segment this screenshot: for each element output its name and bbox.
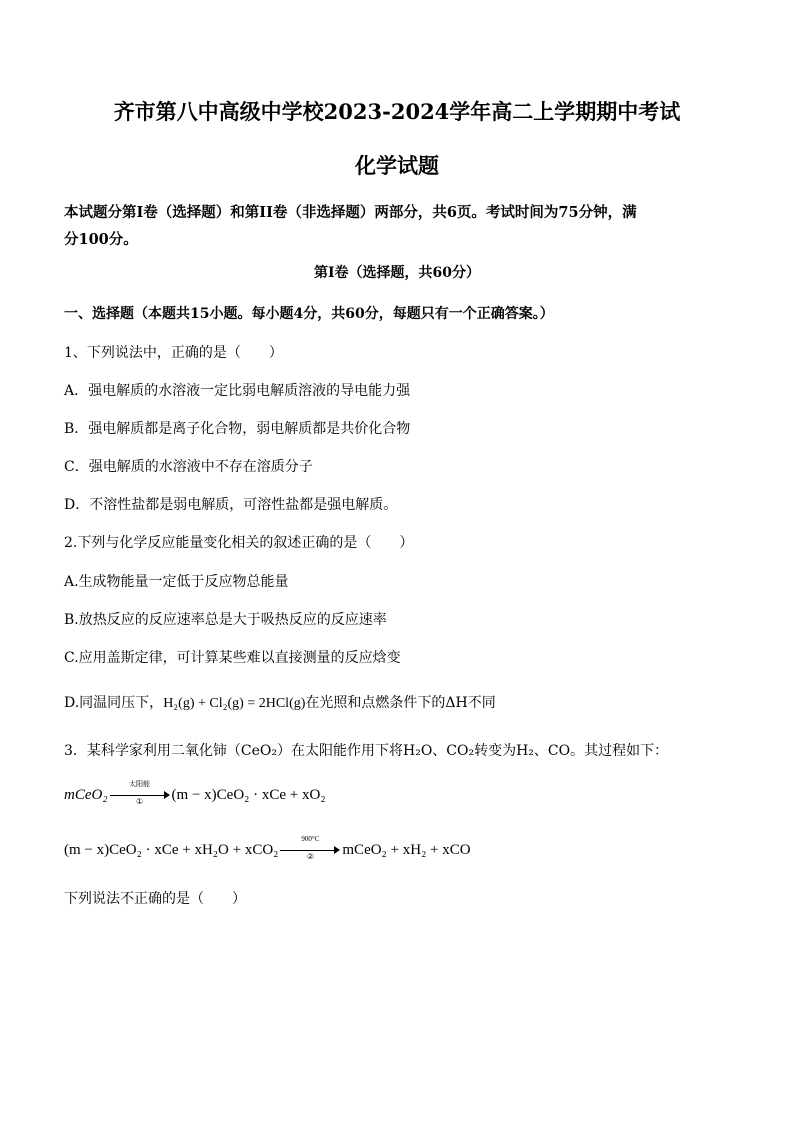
- subject-title: 化学试题: [355, 153, 439, 178]
- q1-option-b: B．强电解质都是离子化合物，弱电解质都是共价化合物: [64, 421, 411, 437]
- q3-reaction-1: [64, 779, 326, 806]
- q1-stem: 1、下列说法中，正确的是（ ）: [64, 345, 283, 361]
- exam-title: 齐市第八中高级中学校2023-2024学年高二上学期期中考试: [113, 99, 681, 124]
- intro-line-1: 本试题分第I卷（选择题）和第II卷（非选择题）两部分，共6页。考试时间为75分钟，满: [64, 204, 637, 221]
- section-heading: 一、选择题（本题共15小题。每小题4分，共60分，每题只有一个正确答案。）: [64, 306, 554, 322]
- q2-option-d-equation: H₂(g) + Cl₂(g) = 2HCl(g): [163, 696, 306, 711]
- reaction1-arrow-condition: 太阳能: [129, 779, 151, 788]
- reaction2-arrow: [280, 834, 340, 861]
- q3-reaction-2: [64, 834, 471, 861]
- q2-option-d: [64, 692, 496, 712]
- intro-line-2: 分100分。: [64, 231, 138, 248]
- part1-heading: 第I卷（选择题，共60分）: [313, 265, 481, 281]
- q3-stem: 3．某科学家利用二氧化铈（CeO₂）在太阳能作用下将H₂O、CO₂转变为H₂、CO。其过程如下：: [64, 743, 669, 759]
- q2-option-d-suffix: 在光照和点燃条件下的ΔH不同: [305, 695, 496, 711]
- q1-option-d: D．不溶性盐都是弱电解质，可溶性盐都是强电解质。: [64, 497, 398, 513]
- q1-option-c: C．强电解质的水溶液中不存在溶质分子: [64, 459, 313, 475]
- q2-option-a: A.生成物能量一定低于反应物总能量: [64, 574, 289, 590]
- reaction2-arrow-step: ②: [306, 851, 314, 861]
- q2-option-d-prefix: D.同温同压下，: [64, 695, 164, 711]
- reaction2-right: mCeO₂ + xH₂ + xCO: [342, 842, 471, 858]
- reaction1-right: (m − x)CeO₂ · xCe + xO₂: [171, 787, 326, 803]
- reaction2-arrow-condition: 900°C: [301, 834, 320, 843]
- q2-option-c: C.应用盖斯定律，可计算某些难以直接测量的反应焓变: [64, 650, 401, 666]
- q3-question: 下列说法不正确的是（ ）: [64, 891, 246, 907]
- q2-option-b: B.放热反应的反应速率总是大于吸热反应的反应速率: [64, 612, 387, 628]
- q1-option-a: A．强电解质的水溶液一定比弱电解质溶液的导电能力强: [64, 383, 411, 399]
- reaction1-arrow-step: ①: [135, 796, 144, 806]
- reaction1-arrow: [110, 779, 170, 806]
- q2-stem: 2.下列与化学反应能量变化相关的叙述正确的是（ ）: [64, 535, 414, 551]
- reaction1-left: mCeO₂: [64, 787, 108, 803]
- reaction2-left: (m − x)CeO₂ · xCe + xH₂O + xCO₂: [64, 842, 279, 858]
